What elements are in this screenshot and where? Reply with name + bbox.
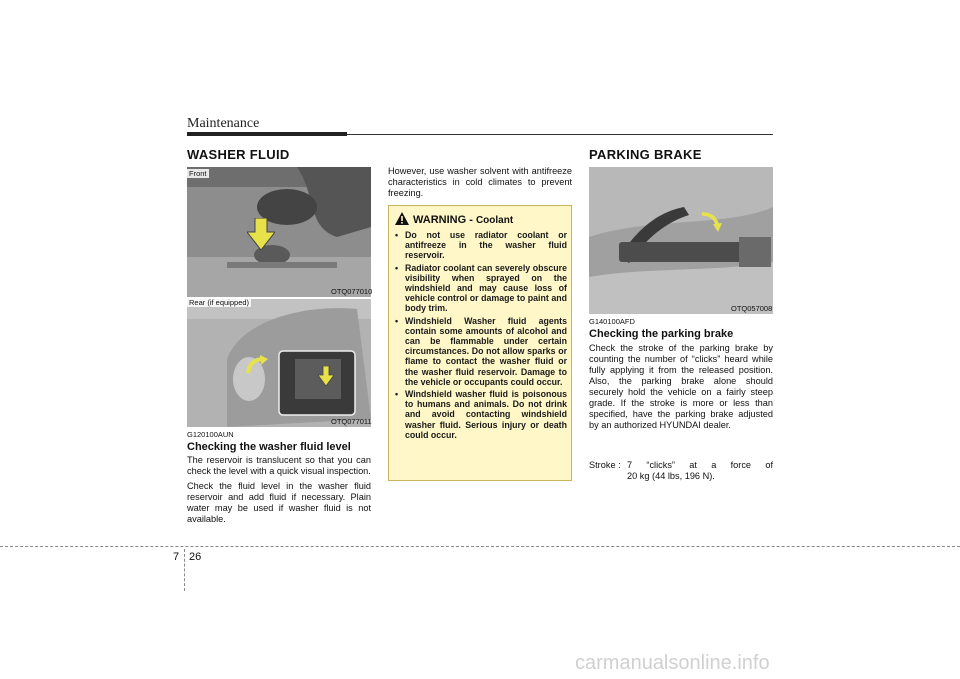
parking-brake-heading: PARKING BRAKE: [589, 147, 702, 162]
warning-item: • Windshield washer fluid is poisonous to humans and animals. Do not drink and avoid contacting windshield washer fluid. Serious injury or death could occur.: [393, 389, 567, 440]
parking-subheading: Checking the parking brake: [589, 328, 734, 340]
washer-paragraph: The reservoir is translucent so that you can check the level with a quick visual inspection.: [187, 455, 371, 476]
warning-item: • Do not use radiator coolant or antifreeze in the washer fluid reservoir.: [393, 230, 567, 261]
parking-brake-photo: [589, 167, 773, 314]
photo-label-rear: Rear (if equipped): [189, 298, 250, 307]
watermark: carmanualsonline.info: [575, 652, 770, 674]
stroke-value-line1: 7 “clicks” at a force of: [627, 460, 773, 470]
photo-code-front: OTQ077010: [331, 287, 373, 296]
curved-arrow-icon: [700, 210, 722, 232]
photo-label-front: Front: [189, 169, 207, 178]
section-title: Maintenance: [187, 116, 260, 131]
warning-item: • Windshield Washer fluid agents contain some amounts of alcohol and can be flammable under certain circumstances. Do not allow sparks or flame to contact the washer fluid or the washer fluid reservoir. Damage to the vehicle or occupants could occur.: [393, 316, 567, 387]
photo-code-rear: OTQ077011: [331, 417, 372, 426]
warning-title: [413, 214, 513, 226]
warning-box: [388, 205, 572, 481]
washer-section-code: G120100AUN: [187, 430, 234, 439]
washer-subheading: Checking the washer fluid level: [187, 441, 351, 453]
parking-section-code: G140100AFD: [589, 317, 635, 326]
header-rule-accent: [187, 132, 347, 136]
warning-title-prefix: WARNING -: [413, 214, 476, 226]
rear-reservoir-photo: [187, 299, 371, 427]
warning-list: [393, 230, 567, 442]
footer-divider: [184, 549, 185, 591]
down-arrow-icon: [318, 366, 334, 386]
chapter-number: 7: [173, 551, 180, 563]
stroke-label: Stroke :: [589, 460, 621, 470]
washer-fluid-heading: WASHER FLUID: [187, 147, 290, 162]
washer-solvent-note: However, use washer solvent with antifreeze characteristics in cold climates to prevent freezing.: [388, 166, 572, 198]
photo-code-parking: OTQ057008: [731, 304, 773, 313]
stroke-spec: [589, 460, 773, 482]
warning-triangle-icon: [395, 212, 409, 225]
washer-paragraph: Check the fluid level in the washer fluid reservoir and add fluid if necessary. Plain water may be used if washer fluid is not available.: [187, 481, 371, 524]
footer-rule: [0, 546, 960, 547]
parking-paragraph: Check the stroke of the parking brake by counting the number of “clicks” heard while fully applying it from the released position. Also, the parking brake alone should securely hold the vehicle on a fairly steep grade. If the stroke is more or less than specified, have the parking brake adjusted by an authorized HYUNDAI dealer.: [589, 343, 773, 430]
down-arrow-icon: [247, 218, 275, 250]
curved-arrow-icon: [246, 355, 268, 377]
stroke-value-line2: 20 kg (44 lbs, 196 N).: [627, 471, 715, 481]
washer-body: [187, 455, 371, 529]
warning-item: • Radiator coolant can severely obscure visibility when sprayed on the windshield and may cause loss of vehicle control or damage to paint and body trim.: [393, 263, 567, 314]
front-reservoir-photo: [187, 167, 371, 297]
warning-title-suffix: Coolant: [475, 215, 514, 226]
page-number: 26: [189, 551, 202, 563]
